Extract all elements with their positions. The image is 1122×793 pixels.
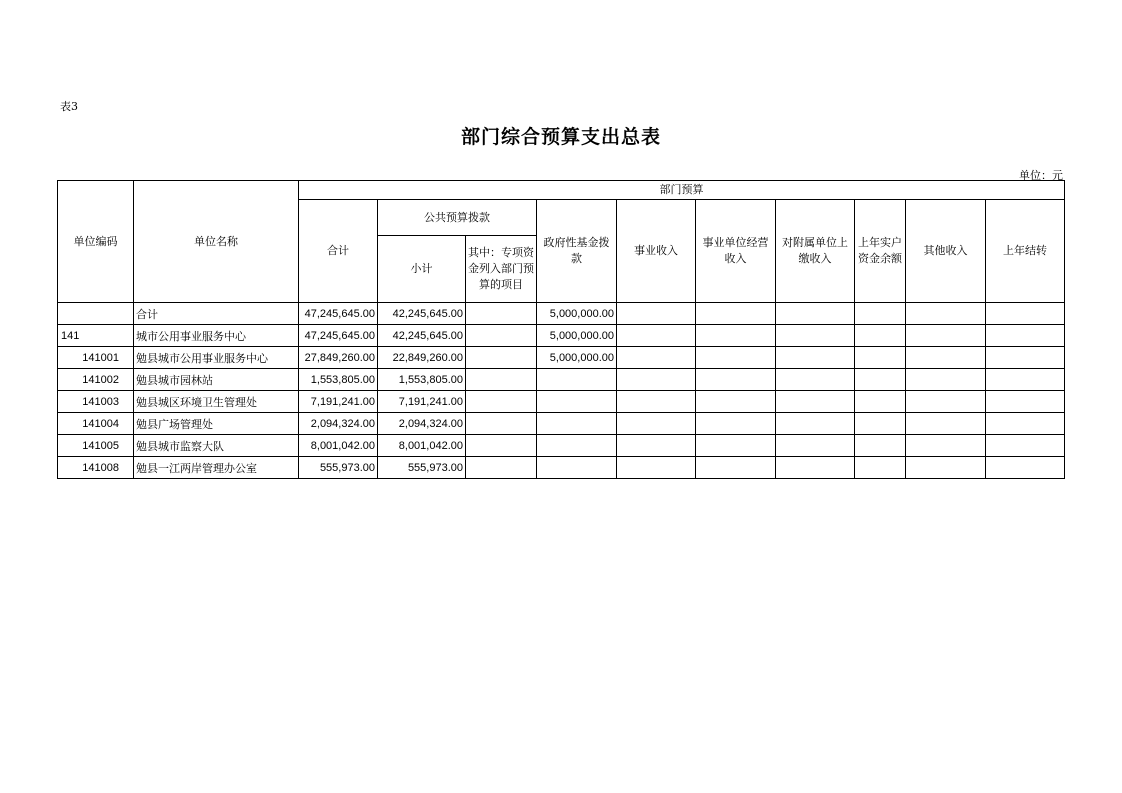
cell-operating-income <box>696 325 776 347</box>
cell-total: 1,553,805.00 <box>299 369 378 391</box>
header-affiliated-income: 对附属单位上缴收入 <box>776 200 855 303</box>
cell-unit-code: 141005 <box>58 435 134 457</box>
cell-subtotal: 42,245,645.00 <box>378 325 466 347</box>
cell-unit-name: 勉县城区环境卫生管理处 <box>134 391 299 413</box>
table-body <box>58 303 1065 479</box>
cell-affiliated-income <box>776 435 855 457</box>
cell-operating-income <box>696 413 776 435</box>
cell-unit-code: 141002 <box>58 369 134 391</box>
cell-business-income <box>617 435 696 457</box>
cell-prior-year-carryover <box>986 413 1065 435</box>
cell-unit-code <box>58 303 134 325</box>
cell-business-income <box>617 457 696 479</box>
cell-gov-fund <box>537 435 617 457</box>
cell-operating-income <box>696 303 776 325</box>
cell-special-items <box>466 369 537 391</box>
cell-prior-year-carryover <box>986 369 1065 391</box>
cell-prior-year-balance <box>855 391 906 413</box>
cell-total: 2,094,324.00 <box>299 413 378 435</box>
cell-total: 7,191,241.00 <box>299 391 378 413</box>
cell-operating-income <box>696 369 776 391</box>
cell-business-income <box>617 325 696 347</box>
cell-business-income <box>617 391 696 413</box>
cell-unit-name: 勉县广场管理处 <box>134 413 299 435</box>
cell-prior-year-carryover <box>986 325 1065 347</box>
cell-unit-name: 勉县城市公用事业服务中心 <box>134 347 299 369</box>
cell-unit-code: 141003 <box>58 391 134 413</box>
header-unit-name: 单位名称 <box>134 181 299 303</box>
header-business-income: 事业收入 <box>617 200 696 303</box>
cell-prior-year-carryover <box>986 303 1065 325</box>
cell-unit-code: 141004 <box>58 413 134 435</box>
cell-unit-name: 勉县一江两岸管理办公室 <box>134 457 299 479</box>
cell-prior-year-carryover <box>986 457 1065 479</box>
cell-gov-fund: 5,000,000.00 <box>537 325 617 347</box>
header-total: 合计 <box>299 200 378 303</box>
cell-prior-year-balance <box>855 457 906 479</box>
cell-business-income <box>617 413 696 435</box>
cell-unit-name: 勉县城市监察大队 <box>134 435 299 457</box>
table-row <box>58 413 1065 435</box>
cell-special-items <box>466 391 537 413</box>
cell-unit-code: 141 <box>58 325 134 347</box>
cell-affiliated-income <box>776 391 855 413</box>
cell-prior-year-balance <box>855 347 906 369</box>
cell-gov-fund <box>537 457 617 479</box>
cell-prior-year-balance <box>855 325 906 347</box>
cell-unit-code: 141008 <box>58 457 134 479</box>
table-number: 表3 <box>60 100 78 113</box>
cell-operating-income <box>696 435 776 457</box>
table-row <box>58 325 1065 347</box>
cell-subtotal: 1,553,805.00 <box>378 369 466 391</box>
cell-prior-year-carryover <box>986 347 1065 369</box>
cell-affiliated-income <box>776 347 855 369</box>
unit-label: 单位：元 <box>1019 169 1063 182</box>
header-dept-budget: 部门预算 <box>299 181 1065 200</box>
page-title: 部门综合预算支出总表 <box>460 126 661 148</box>
cell-subtotal: 22,849,260.00 <box>378 347 466 369</box>
cell-affiliated-income <box>776 303 855 325</box>
cell-affiliated-income <box>776 325 855 347</box>
cell-special-items <box>466 457 537 479</box>
cell-other-income <box>906 303 986 325</box>
cell-subtotal: 555,973.00 <box>378 457 466 479</box>
budget-table <box>57 180 1065 479</box>
cell-prior-year-carryover <box>986 391 1065 413</box>
cell-affiliated-income <box>776 413 855 435</box>
table-row <box>58 347 1065 369</box>
table-row <box>58 435 1065 457</box>
cell-gov-fund <box>537 369 617 391</box>
cell-total: 27,849,260.00 <box>299 347 378 369</box>
header-prior-year-balance: 上年实户资金余额 <box>855 200 906 303</box>
cell-unit-name: 城市公用事业服务中心 <box>134 325 299 347</box>
cell-subtotal: 7,191,241.00 <box>378 391 466 413</box>
cell-prior-year-balance <box>855 435 906 457</box>
cell-gov-fund: 5,000,000.00 <box>537 347 617 369</box>
cell-other-income <box>906 347 986 369</box>
cell-business-income <box>617 347 696 369</box>
cell-unit-code: 141001 <box>58 347 134 369</box>
cell-gov-fund <box>537 391 617 413</box>
cell-subtotal: 42,245,645.00 <box>378 303 466 325</box>
header-other-income: 其他收入 <box>906 200 986 303</box>
cell-affiliated-income <box>776 369 855 391</box>
header-public-budget: 公共预算拨款 <box>378 200 537 236</box>
header-prior-year-carryover: 上年结转 <box>986 200 1065 303</box>
cell-subtotal: 8,001,042.00 <box>378 435 466 457</box>
cell-special-items <box>466 413 537 435</box>
cell-subtotal: 2,094,324.00 <box>378 413 466 435</box>
cell-prior-year-balance <box>855 303 906 325</box>
cell-total: 8,001,042.00 <box>299 435 378 457</box>
header-subtotal: 小计 <box>378 236 466 303</box>
cell-unit-name: 勉县城市园林站 <box>134 369 299 391</box>
cell-special-items <box>466 303 537 325</box>
cell-operating-income <box>696 347 776 369</box>
cell-other-income <box>906 435 986 457</box>
cell-prior-year-balance <box>855 369 906 391</box>
header-gov-fund: 政府性基金拨款 <box>537 200 617 303</box>
cell-gov-fund: 5,000,000.00 <box>537 303 617 325</box>
cell-prior-year-balance <box>855 413 906 435</box>
cell-other-income <box>906 325 986 347</box>
table-row <box>58 369 1065 391</box>
table-row <box>58 303 1065 325</box>
header-business-operating-income: 事业单位经营收入 <box>696 200 776 303</box>
cell-other-income <box>906 369 986 391</box>
cell-total: 47,245,645.00 <box>299 325 378 347</box>
cell-gov-fund <box>537 413 617 435</box>
cell-total: 47,245,645.00 <box>299 303 378 325</box>
header-unit-code: 单位编码 <box>58 181 134 303</box>
cell-business-income <box>617 369 696 391</box>
cell-other-income <box>906 391 986 413</box>
cell-operating-income <box>696 391 776 413</box>
cell-affiliated-income <box>776 457 855 479</box>
cell-special-items <box>466 347 537 369</box>
cell-business-income <box>617 303 696 325</box>
header-special-items: 其中：专项资金列入部门预算的项目 <box>466 236 537 303</box>
cell-special-items <box>466 435 537 457</box>
table-row <box>58 391 1065 413</box>
cell-other-income <box>906 413 986 435</box>
table-row <box>58 457 1065 479</box>
cell-special-items <box>466 325 537 347</box>
cell-total: 555,973.00 <box>299 457 378 479</box>
cell-prior-year-carryover <box>986 435 1065 457</box>
cell-operating-income <box>696 457 776 479</box>
cell-other-income <box>906 457 986 479</box>
cell-unit-name: 合计 <box>134 303 299 325</box>
